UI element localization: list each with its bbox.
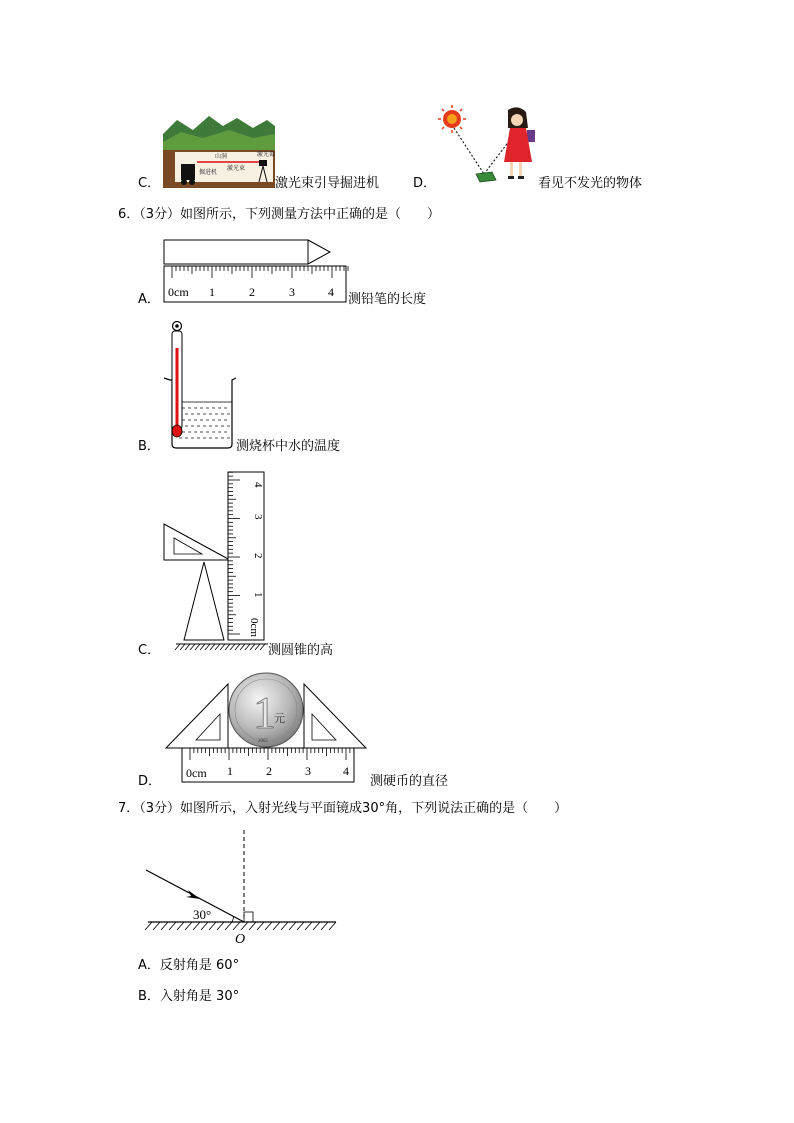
q6-option-d-letter: D．	[138, 774, 162, 789]
q5-option-c-caption: 激光束引导掘进机	[275, 176, 380, 191]
ground-hatch	[175, 644, 268, 650]
q7-stem: 7．（3分）如图所示，入射光线与平面镜成30°角，下列说法正确的是（ ）	[118, 801, 568, 816]
tick-mark	[241, 922, 248, 930]
tick-mark	[220, 644, 225, 650]
q7-reflection-figure	[140, 826, 340, 948]
q6-option-c-letter: C．	[138, 643, 161, 658]
tick-mark	[265, 922, 272, 930]
point-o-label: O	[235, 932, 246, 947]
angle-label: 30°	[193, 907, 212, 922]
tick-mark	[195, 644, 200, 650]
ruler-tick-label: 2	[249, 285, 255, 299]
ruler-tick-label: 1	[227, 764, 233, 778]
q6-option-a-letter: A．	[138, 292, 160, 307]
tick-mark	[193, 922, 200, 930]
ruler-tick-label: 2	[252, 553, 264, 559]
tick-mark	[200, 644, 205, 650]
tick-mark	[210, 644, 215, 650]
ruler-tick-label: 2	[266, 764, 272, 778]
q6-stem: 6．（3分）如图所示，下列测量方法中正确的是（ ）	[118, 207, 441, 222]
ruler-tick-label: 4	[328, 285, 334, 299]
pencil	[164, 240, 330, 264]
tick-mark	[240, 644, 245, 650]
tick-mark	[257, 922, 264, 930]
q6-option-a-figure	[162, 236, 350, 306]
q6-option-c-figure	[160, 468, 272, 654]
tick-mark	[185, 644, 190, 650]
ruler-tick-label: 0cm	[168, 285, 189, 299]
tick-mark	[161, 922, 168, 930]
q5-option-c-figure	[163, 112, 275, 188]
tick-mark	[225, 644, 230, 650]
tick-mark	[215, 644, 220, 650]
ray-arrow	[186, 890, 200, 899]
tick-mark	[177, 922, 184, 930]
tick-mark	[175, 644, 180, 650]
left-set-square	[166, 684, 228, 748]
ruler-tick-label: 0cm	[186, 766, 207, 780]
tick-mark	[249, 922, 256, 930]
tick-mark	[305, 922, 312, 930]
laser-beam-label: 激光束	[227, 166, 246, 172]
q7-option-b: B．入射角是 30°	[138, 989, 240, 1004]
set-square	[164, 524, 230, 560]
tick-mark	[145, 922, 152, 930]
tick-mark	[233, 922, 240, 930]
q5-option-d-figure	[436, 104, 540, 188]
tick-mark	[205, 644, 210, 650]
tick-mark	[297, 922, 304, 930]
ruler-tick-label: 3	[289, 285, 295, 299]
q6-option-b-caption: 测烧杯中水的温度	[236, 439, 341, 454]
coin-year: 2005	[258, 739, 268, 744]
ruler-tick-label: 0cm	[248, 618, 260, 637]
tick-mark	[260, 644, 265, 650]
sun-icon	[438, 105, 466, 133]
ruler-tick-label: 4	[252, 482, 264, 488]
ruler-tick-label: 1	[252, 592, 264, 598]
q7-option-a: A．反射角是 60°	[138, 958, 240, 973]
tick-mark	[281, 922, 288, 930]
ruler	[164, 266, 348, 302]
machine-label: 掘进机	[199, 170, 218, 176]
q6-option-b-letter: B．	[138, 439, 160, 454]
q5-option-d-caption: 看见不发光的物体	[538, 176, 643, 191]
tick-mark	[255, 644, 260, 650]
tick-mark	[273, 922, 280, 930]
coin	[229, 673, 303, 747]
tick-mark	[169, 922, 176, 930]
tick-mark	[245, 644, 250, 650]
tick-mark	[190, 644, 195, 650]
ruler-tick-label: 3	[252, 514, 264, 520]
tick-mark	[235, 644, 240, 650]
q6-option-a-caption: 测铅笔的长度	[348, 292, 427, 307]
tick-mark	[289, 922, 296, 930]
tick-mark	[153, 922, 160, 930]
tick-mark	[225, 922, 232, 930]
ruler-tick-label: 1	[209, 285, 215, 299]
tick-mark	[217, 922, 224, 930]
tunnel-label: 山洞	[215, 154, 228, 160]
q6-option-d-caption: 测硬币的直径	[370, 774, 449, 789]
coin-unit: 元	[274, 713, 285, 725]
q5-option-d-letter: D．	[413, 176, 437, 191]
q6-option-c-caption: 测圆锥的高	[268, 643, 334, 658]
tick-mark	[185, 922, 192, 930]
tick-mark	[180, 644, 185, 650]
coin-numeral: 1	[253, 687, 276, 738]
right-set-square	[304, 684, 366, 748]
tick-mark	[250, 644, 255, 650]
tick-mark	[321, 922, 328, 930]
tick-mark	[230, 644, 235, 650]
q5-option-c-letter: C．	[138, 176, 161, 191]
laser-label: 激光器	[257, 152, 275, 158]
q6-option-d-figure	[162, 670, 370, 786]
thermometer	[172, 322, 182, 438]
ruler-tick-label: 3	[305, 764, 311, 778]
tick-mark	[329, 922, 336, 930]
cone	[184, 562, 224, 640]
q6-option-b-figure	[160, 318, 240, 452]
ruler	[182, 748, 354, 782]
ruler-tick-label: 4	[343, 764, 349, 778]
tick-mark	[209, 922, 216, 930]
tick-mark	[313, 922, 320, 930]
tick-mark	[201, 922, 208, 930]
girl-icon	[504, 107, 535, 179]
vertical-ruler	[228, 472, 264, 640]
